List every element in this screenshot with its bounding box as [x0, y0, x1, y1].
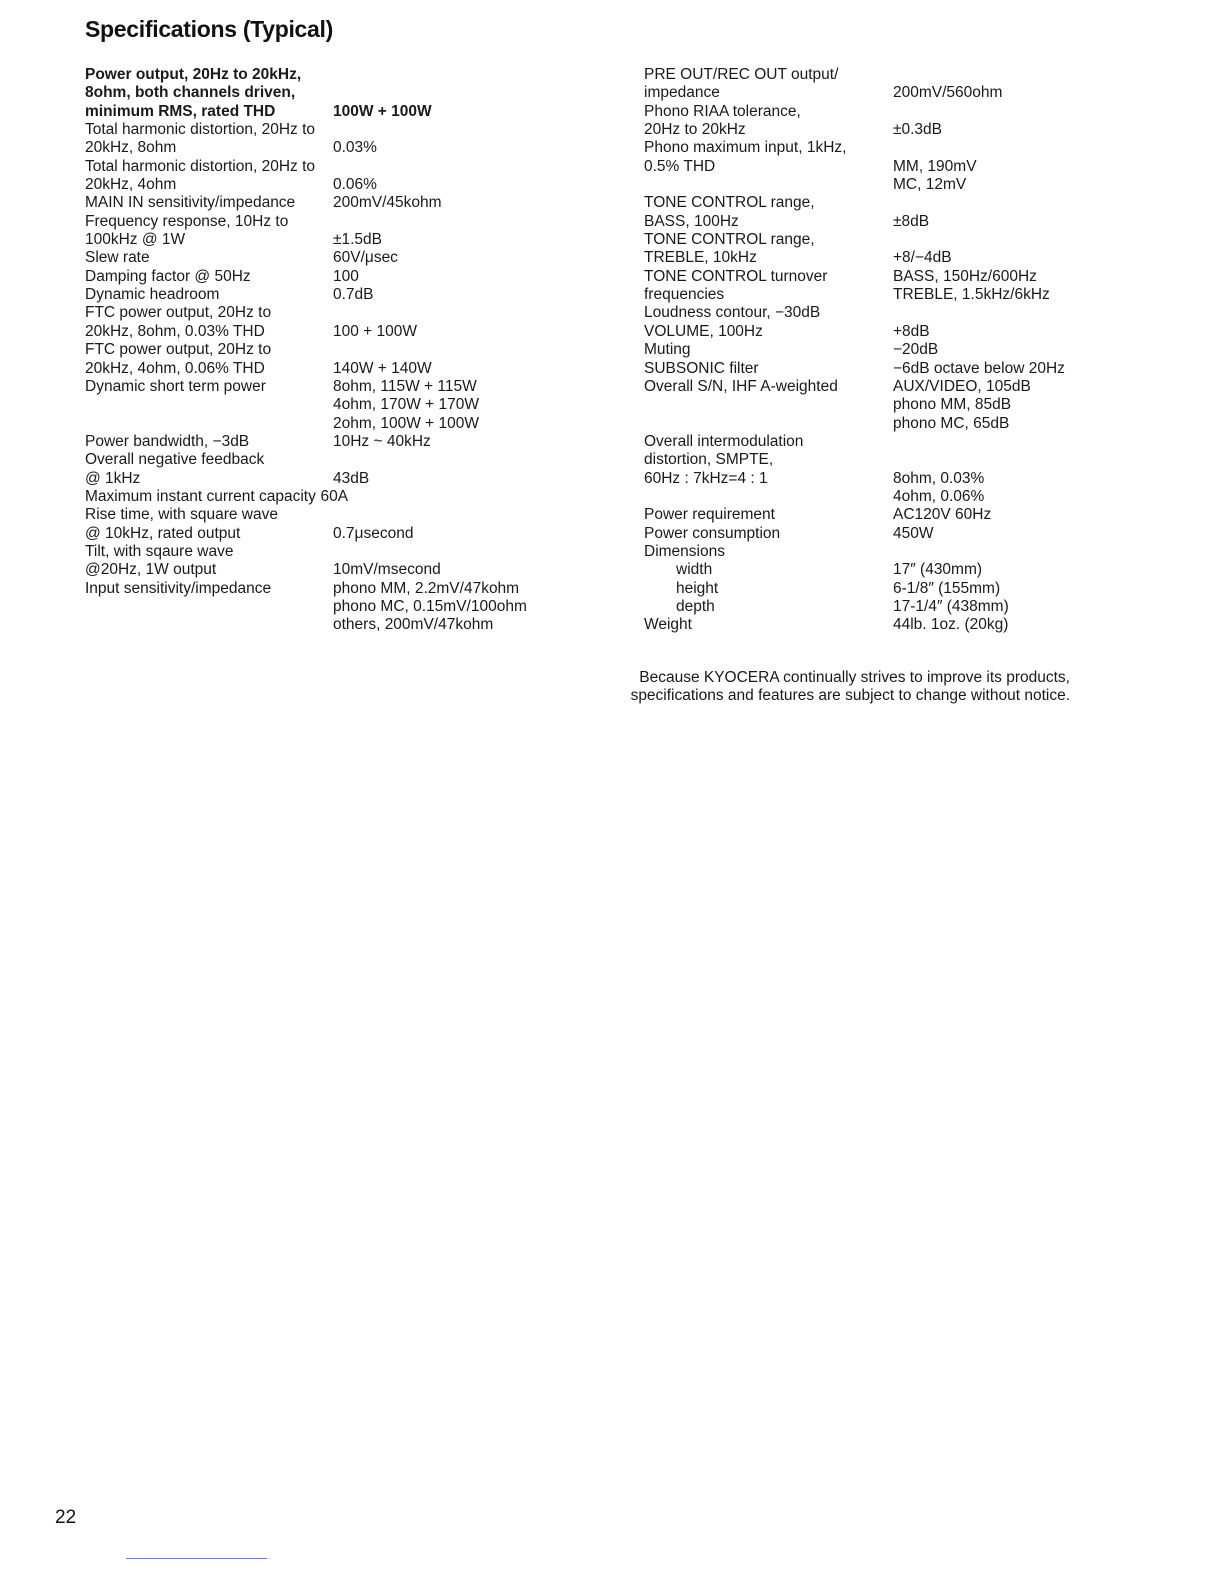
- spec-label: height: [676, 579, 719, 597]
- spec-value: 0.03%: [333, 139, 377, 157]
- spec-label: FTC power output, 20Hz to: [85, 341, 272, 359]
- spec-row: [644, 304, 1094, 322]
- spec-row: [644, 249, 1094, 267]
- spec-label: Power requirement: [644, 506, 775, 524]
- spec-row: [85, 66, 555, 84]
- spec-value: 4ohm, 0.06%: [893, 487, 985, 505]
- spec-value: 0.7dB: [333, 286, 374, 304]
- spec-row: [85, 378, 555, 396]
- spec-value: 2ohm, 100W + 100W: [333, 414, 480, 432]
- spec-row: [644, 158, 1094, 176]
- spec-row: [644, 66, 1094, 84]
- spec-value: phono MC, 0.15mV/100ohm: [333, 597, 527, 615]
- spec-label: Dynamic short term power: [85, 377, 266, 395]
- spec-row: [85, 103, 555, 121]
- spec-label: Frequency response, 10Hz to: [85, 212, 289, 230]
- footer-rule: [126, 1558, 267, 1559]
- spec-value: AC120V 60Hz: [893, 506, 992, 524]
- spec-row: [644, 323, 1094, 341]
- spec-row: [644, 360, 1094, 378]
- spec-label: FTC power output, 20Hz to: [85, 304, 272, 322]
- spec-row: [85, 488, 555, 506]
- spec-row: [85, 249, 555, 267]
- spec-value: others, 200mV/47kohm: [333, 616, 494, 634]
- spec-row: [85, 543, 555, 561]
- spec-value: 60V/μsec: [333, 249, 398, 267]
- spec-value: phono MM, 2.2mV/47kohm: [333, 579, 520, 597]
- spec-row: [644, 525, 1094, 543]
- spec-row: [644, 561, 1094, 579]
- spec-row: [85, 176, 555, 194]
- spec-label: @ 10kHz, rated output: [85, 524, 241, 542]
- spec-label: Dynamic headroom: [85, 286, 220, 304]
- spec-label: Overall negative feedback: [85, 451, 265, 469]
- spec-row: [644, 213, 1094, 231]
- spec-label: Phono maximum input, 1kHz,: [644, 139, 847, 157]
- spec-row: [644, 470, 1094, 488]
- spec-label: Phono RIAA tolerance,: [644, 102, 801, 120]
- page-number: 22: [55, 1507, 77, 1528]
- spec-value: +8dB: [893, 322, 930, 340]
- spec-row: [85, 194, 555, 212]
- spec-value: TREBLE, 1.5kHz/6kHz: [893, 286, 1050, 304]
- spec-value: 17″ (430mm): [893, 561, 983, 579]
- spec-row: [644, 231, 1094, 249]
- spec-label: frequencies: [644, 286, 725, 304]
- spec-row: [644, 378, 1094, 396]
- spec-label: Input sensitivity/impedance: [85, 579, 272, 597]
- spec-row: [85, 580, 555, 598]
- spec-row: [85, 470, 555, 488]
- spec-row: [85, 506, 555, 524]
- spec-row: [644, 121, 1094, 139]
- spec-label: Maximum instant current capacity: [85, 487, 316, 505]
- spec-value: 100: [333, 267, 359, 285]
- spec-label: 20Hz to 20kHz: [644, 121, 746, 139]
- spec-column-right: [644, 66, 1094, 635]
- spec-value: 6-1/8″ (155mm): [893, 579, 1001, 597]
- spec-label: [644, 488, 1094, 506]
- spec-label: depth: [676, 597, 715, 615]
- spec-label: TONE CONTROL turnover: [644, 267, 828, 285]
- spec-row: [644, 286, 1094, 304]
- spec-column-left: [85, 66, 555, 635]
- spec-row: [644, 176, 1094, 194]
- spec-label: VOLUME, 100Hz: [644, 322, 763, 340]
- spec-row: [644, 506, 1094, 524]
- spec-row: [85, 415, 555, 433]
- spec-label: Damping factor @ 50Hz: [85, 267, 251, 285]
- spec-row: [644, 194, 1094, 212]
- spec-label: TREBLE, 10kHz: [644, 249, 757, 267]
- spec-label: @ 1kHz: [85, 469, 141, 487]
- spec-row: [644, 84, 1094, 102]
- spec-row: [644, 580, 1094, 598]
- spec-row: [644, 139, 1094, 157]
- spec-row: [85, 323, 555, 341]
- spec-value: −20dB: [893, 341, 939, 359]
- spec-row: [85, 433, 555, 451]
- spec-value: 4ohm, 170W + 170W: [333, 396, 480, 414]
- spec-row: [644, 396, 1094, 414]
- spec-row: [85, 616, 555, 634]
- spec-label: Overall intermodulation: [644, 432, 804, 450]
- spec-label: 20kHz, 4ohm: [85, 176, 177, 194]
- spec-value: 8ohm, 115W + 115W: [333, 377, 477, 395]
- spec-label: width: [676, 561, 713, 579]
- spec-row: [85, 121, 555, 139]
- spec-value: MM, 190mV: [893, 157, 977, 175]
- disclaimer-note: [600, 669, 1070, 706]
- spec-label: 8ohm, both channels driven,: [85, 84, 296, 102]
- spec-value: 140W + 140W: [333, 359, 432, 377]
- spec-value: 200mV/45kohm: [333, 194, 442, 212]
- spec-label: 20kHz, 8ohm, 0.03% THD: [85, 322, 265, 340]
- spec-label: BASS, 100Hz: [644, 212, 739, 230]
- spec-label: Power output, 20Hz to 20kHz,: [85, 66, 302, 83]
- spec-label: Rise time, with square wave: [85, 506, 278, 524]
- spec-label: TONE CONTROL range,: [644, 194, 815, 212]
- spec-label: [644, 176, 1094, 194]
- spec-row: [644, 341, 1094, 359]
- spec-value: 200mV/560ohm: [893, 84, 1003, 102]
- spec-label: MAIN IN sensitivity/impedance: [85, 194, 296, 212]
- spec-label: 100kHz @ 1W: [85, 231, 186, 249]
- spec-row: [644, 433, 1094, 451]
- spec-value: phono MM, 85dB: [893, 396, 1012, 414]
- spec-row: [85, 561, 555, 579]
- spec-row: [85, 158, 555, 176]
- spec-value: 44lb. 1oz. (20kg): [893, 616, 1009, 634]
- spec-label: 20kHz, 4ohm, 0.06% THD: [85, 359, 265, 377]
- spec-value: 450W: [893, 524, 934, 542]
- spec-value: 10mV/msecond: [333, 561, 441, 579]
- page-title: Specifications (Typical): [85, 16, 333, 42]
- spec-row: [85, 341, 555, 359]
- spec-value: 60A: [320, 487, 349, 505]
- spec-row: [85, 286, 555, 304]
- spec-row: [85, 231, 555, 249]
- spec-label: [644, 415, 1094, 433]
- spec-value: 100 + 100W: [333, 322, 418, 340]
- spec-label: Overall S/N, IHF A-weighted: [644, 377, 838, 395]
- spec-label: [644, 396, 1094, 414]
- spec-label: Loudness contour, −30dB: [644, 304, 821, 322]
- spec-value: −6dB octave below 20Hz: [893, 359, 1065, 377]
- spec-row: [85, 451, 555, 469]
- spec-row: [644, 103, 1094, 121]
- spec-label: PRE OUT/REC OUT output/: [644, 66, 839, 83]
- spec-label: [85, 415, 555, 433]
- spec-label: Total harmonic distortion, 20Hz to: [85, 157, 316, 175]
- spec-label: [85, 396, 555, 414]
- spec-value: 17-1/4″ (438mm): [893, 597, 1009, 615]
- spec-value: 10Hz ~ 40kHz: [333, 432, 431, 450]
- spec-label: 20kHz, 8ohm: [85, 139, 177, 157]
- spec-label: 0.5% THD: [644, 157, 716, 175]
- spec-row: [644, 598, 1094, 616]
- spec-row: [644, 451, 1094, 469]
- spec-value: 0.7μsecond: [333, 524, 414, 542]
- spec-label: Weight: [644, 616, 692, 634]
- spec-row: [85, 304, 555, 322]
- spec-row: [644, 616, 1094, 634]
- spec-value: BASS, 150Hz/600Hz: [893, 267, 1037, 285]
- spec-label: Slew rate: [85, 249, 150, 267]
- spec-label: impedance: [644, 84, 720, 102]
- spec-value: AUX/VIDEO, 105dB: [893, 377, 1031, 395]
- spec-value: ±8dB: [893, 212, 930, 230]
- spec-label: minimum RMS, rated THD: [85, 102, 276, 120]
- spec-row: [644, 543, 1094, 561]
- spec-label: Power consumption: [644, 524, 781, 542]
- spec-value: MC, 12mV: [893, 176, 967, 194]
- spec-value: phono MC, 65dB: [893, 414, 1010, 432]
- spec-label: TONE CONTROL range,: [644, 231, 815, 249]
- spec-value: ±0.3dB: [893, 121, 943, 139]
- spec-row: [85, 213, 555, 231]
- spec-value: 8ohm, 0.03%: [893, 469, 985, 487]
- spec-row: [85, 268, 555, 286]
- spec-row: [85, 598, 555, 616]
- spec-row: [644, 488, 1094, 506]
- spec-label: Muting: [644, 341, 691, 359]
- spec-label: SUBSONIC filter: [644, 359, 759, 377]
- spec-label: Power bandwidth, −3dB: [85, 432, 250, 450]
- spec-value: 43dB: [333, 469, 370, 487]
- spec-value: 100W + 100W: [333, 102, 432, 120]
- spec-label: Dimensions: [644, 542, 725, 560]
- spec-label: @20Hz, 1W output: [85, 561, 217, 579]
- spec-label: Total harmonic distortion, 20Hz to: [85, 121, 316, 139]
- spec-value: ±1.5dB: [333, 231, 383, 249]
- spec-label: distortion, SMPTE,: [644, 451, 774, 469]
- disclaimer-line: Because KYOCERA continually strives to improve its products,: [639, 669, 1070, 686]
- spec-label: Tilt, with sqaure wave: [85, 542, 234, 560]
- spec-row: [644, 415, 1094, 433]
- spec-value: +8/−4dB: [893, 249, 952, 267]
- spec-row: [644, 268, 1094, 286]
- disclaimer-line: specifications and features are subject to change without notice.: [630, 687, 1070, 705]
- spec-row: [85, 525, 555, 543]
- spec-row: [85, 360, 555, 378]
- spec-row: [85, 139, 555, 157]
- spec-row: [85, 84, 555, 102]
- spec-label: 60Hz : 7kHz=4 : 1: [644, 469, 768, 487]
- spec-row: [85, 396, 555, 414]
- spec-value: 0.06%: [333, 176, 377, 194]
